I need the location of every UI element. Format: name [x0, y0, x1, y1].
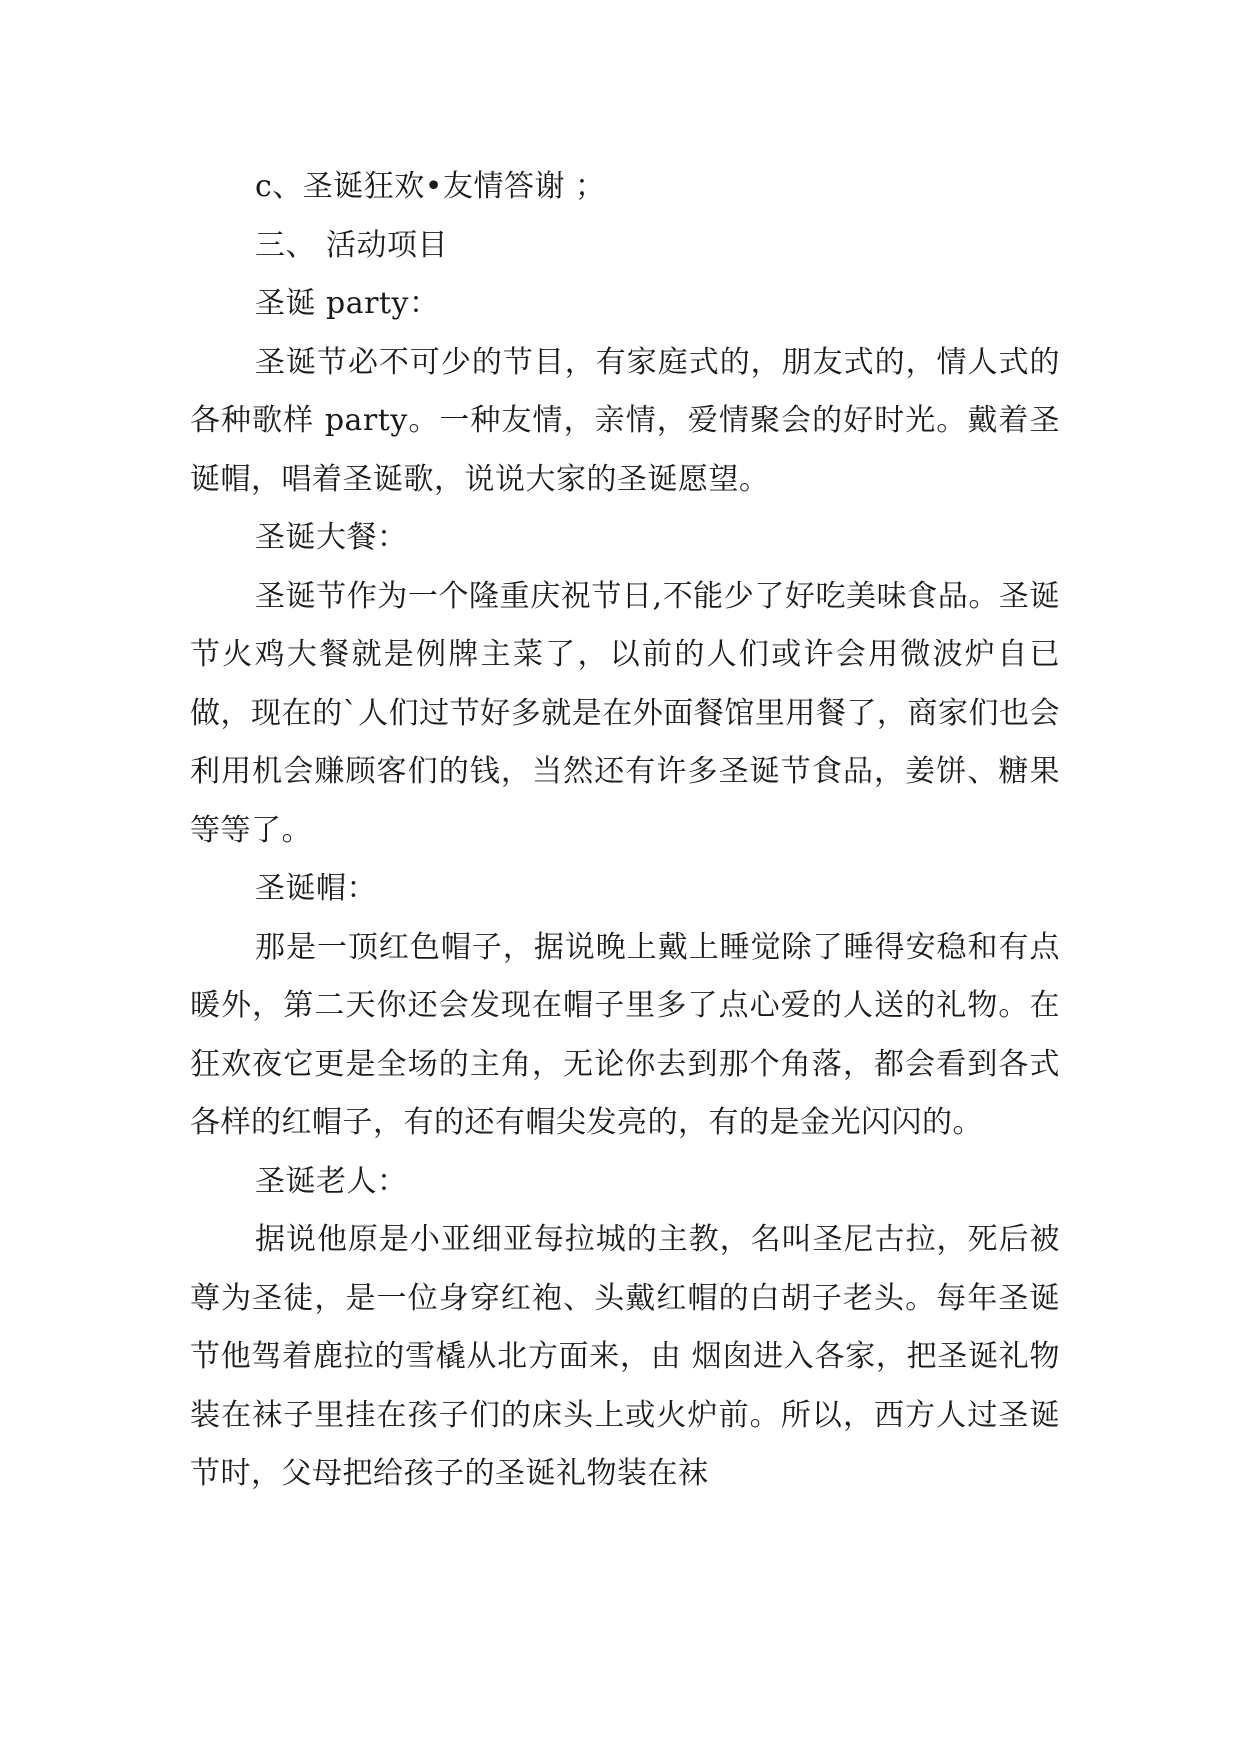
subheading-santa: 圣诞老人：	[255, 1163, 408, 1199]
subheading-dinner: 圣诞大餐：	[255, 520, 408, 555]
paragraph-dinner: 圣诞节作为一个隆重庆祝节日,不能少了好吃美味食品。圣诞节火鸡大餐就是例牌主菜了，以前的人们或许会用微波炉自已做，现在的`人们过节好多就是在外面餐馆里用餐了，商家们也会利用机会赚顾客们的钱，当然还有许多圣诞节食品，姜饼、糖果等等了。	[190, 578, 1060, 848]
paragraph-hat: 那是一顶红色帽子，据说晚上戴上睡觉除了睡得安稳和有点暖外，第二天你还会发现在帽子里多了点心爱的人送的礼物。在狂欢夜它更是全场的主角，无论你去到那个角落，都会看到各式各样的红帽子，有的还有帽尖发亮的，有的是金光闪闪的。	[190, 929, 1060, 1140]
subheading-hat: 圣诞帽：	[255, 871, 377, 906]
paragraph-party: 圣诞节必不可少的节目，有家庭式的，朋友式的，情人式的各种歌样 party。一种友情，亲情，爱情聚会的好时光。戴着圣诞帽，唱着圣诞歌，说说大家的圣诞愿望。	[190, 344, 1060, 497]
subheading-party: 圣诞 party：	[255, 286, 440, 321]
list-item-c: c、圣诞狂欢•友情答谢 ；	[255, 169, 606, 204]
paragraph-santa: 据说他原是小亚细亚每拉城的主教，名叫圣尼古拉，死后被尊为圣徒，是一位身穿红袍、头戴红帽的白胡子老头。每年圣诞节他驾着鹿拉的雪橇从北方面来，由 烟囱进入各家，把圣诞礼物装在袜子里挂在孩子们的床头上或火炉前。所以，西方人过圣诞节时，父母把给孩子的圣诞礼物装在袜	[190, 1222, 1060, 1491]
section-heading-activities: 三、 活动项目	[255, 227, 449, 263]
document-body	[190, 158, 1060, 1504]
